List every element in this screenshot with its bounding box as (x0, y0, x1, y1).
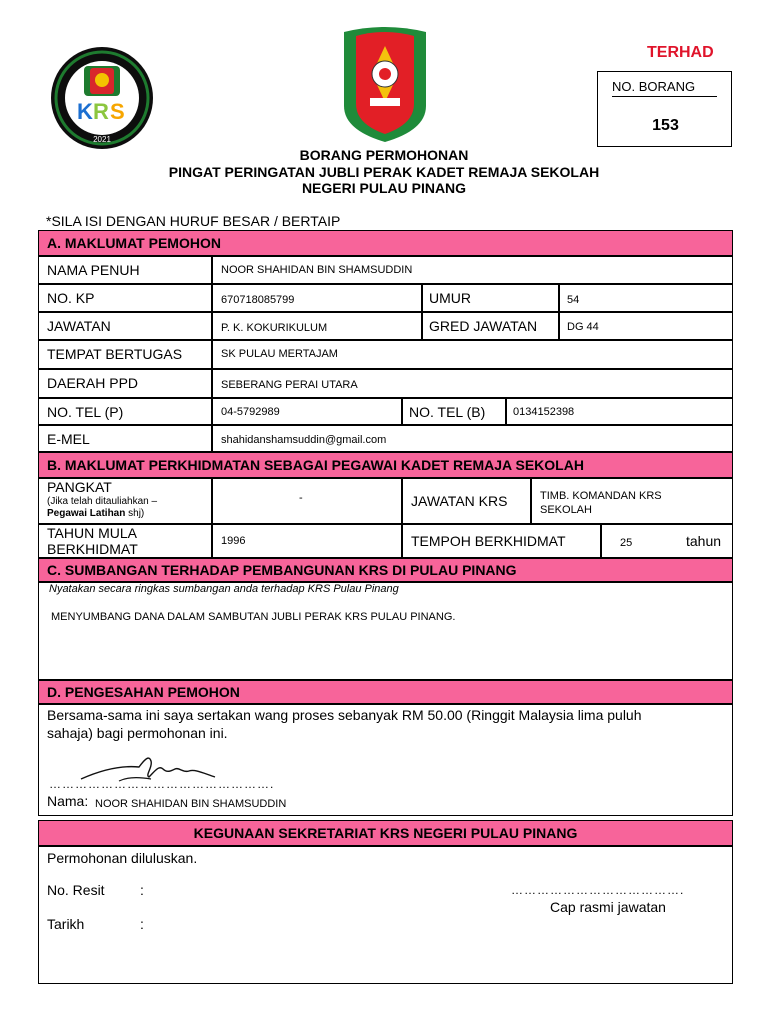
tempoh-label: TEMPOH BERKHIDMAT (411, 533, 566, 549)
classification-label: TERHAD (647, 44, 714, 61)
telp-label: NO. TEL (P) (47, 404, 124, 420)
telb-value: 0134152398 (513, 406, 575, 418)
pangkat-note-3: shj) (125, 508, 145, 519)
nama-label-cell (38, 256, 212, 284)
jawatan-krs-label-cell (402, 478, 531, 524)
svg-text:K: K (77, 99, 93, 124)
tempoh-value: 25 (620, 537, 633, 549)
umur-label: UMUR (429, 290, 471, 306)
tahun-field[interactable] (212, 524, 402, 558)
tahun-label-2: BERKHIDMAT (47, 541, 138, 557)
lulus-text: Permohonan diluluskan. (47, 850, 198, 866)
telb-field[interactable] (506, 398, 733, 425)
jawatan-krs-value-2: SEKOLAH (540, 504, 592, 516)
tempat-value: SK PULAU MERTAJAM (221, 348, 338, 360)
sekretariat-box (38, 846, 733, 984)
jawatan-krs-field[interactable] (531, 478, 733, 524)
tempoh-field[interactable] (601, 524, 733, 558)
resit-colon: : (140, 882, 144, 898)
pangkat-note-2: Pegawai Latihan (47, 508, 126, 519)
tarikh-colon: : (140, 916, 144, 932)
pengesahan-nama-label: Nama: (47, 793, 89, 809)
resit-label: No. Resit (47, 882, 105, 898)
jawatan-label-cell (38, 312, 212, 340)
signature-dots: ……………………………………………. (49, 777, 275, 791)
svg-text:S: S (110, 99, 125, 124)
telb-label: NO. TEL (B) (409, 404, 486, 420)
cap-dots: …………………………………. (511, 883, 685, 897)
daerah-label: DAERAH PPD (47, 375, 139, 391)
nama-field[interactable] (212, 256, 733, 284)
pengesahan-box (38, 704, 733, 816)
jawatan-label: JAWATAN (47, 318, 111, 334)
kp-label: NO. KP (47, 290, 95, 306)
logo-year: 2021 (93, 135, 111, 144)
nama-label: NAMA PENUH (47, 262, 140, 278)
tahun-label-1: TAHUN MULA (47, 525, 137, 541)
jawatan-krs-label: JAWATAN KRS (411, 493, 508, 509)
section-a-header: A. MAKLUMAT PEMOHON (38, 230, 733, 256)
pangkat-note-1: (Jika telah ditauliahkan – (47, 496, 158, 507)
kp-label-cell (38, 284, 212, 312)
pangkat-value: - (299, 492, 303, 504)
telp-label-cell (38, 398, 212, 425)
gred-field[interactable] (559, 312, 733, 340)
krs-left-logo (50, 46, 154, 150)
kp-field[interactable] (212, 284, 422, 312)
email-label-cell (38, 425, 212, 452)
fill-instruction: *SILA ISI DENGAN HURUF BESAR / BERTAIP (46, 213, 341, 229)
tempoh-unit: tahun (686, 533, 722, 549)
form-number-label: NO. BORANG (612, 79, 717, 97)
tahun-value: 1996 (221, 535, 246, 547)
sumbangan-value: MENYUMBANG DANA DALAM SAMBUTAN JUBLI PERAK KRS PULAU PINANG. (51, 611, 456, 623)
section-b-header: B. MAKLUMAT PERKHIDMATAN SEBAGAI PEGAWAI KADET REMAJA SEKOLAH (38, 452, 733, 478)
form-title-1: BORANG PERMOHONAN (299, 147, 469, 163)
cap-label: Cap rasmi jawatan (550, 899, 666, 915)
tempat-label: TEMPAT BERTUGAS (47, 346, 183, 362)
umur-field[interactable] (559, 284, 733, 312)
gred-label: GRED JAWATAN (429, 318, 538, 334)
tahun-label-cell (38, 524, 212, 558)
section-e-header: KEGUNAAN SEKRETARIAT KRS NEGERI PULAU PINANG (38, 820, 733, 846)
svg-text:R: R (93, 99, 109, 124)
telb-label-cell (402, 398, 506, 425)
jawatan-field[interactable] (212, 312, 422, 340)
tempoh-label-cell (402, 524, 601, 558)
form-title-3: NEGERI PULAU PINANG (301, 180, 467, 196)
section-d-header: D. PENGESAHAN PEMOHON (38, 680, 733, 704)
gred-value: DG 44 (567, 321, 599, 333)
daerah-label-cell (38, 369, 212, 398)
tarikh-label: Tarikh (47, 916, 85, 932)
gred-label-cell (422, 312, 559, 340)
pangkat-label: PANGKAT (47, 479, 112, 495)
pangkat-label-cell (38, 478, 212, 524)
section-c-header: C. SUMBANGAN TERHADAP PEMBANGUNAN KRS DI PULAU PINANG (38, 558, 733, 582)
umur-label-cell (422, 284, 559, 312)
pengesahan-text-1: Bersama-sama ini saya sertakan wang proses sebanyak RM 50.00 (Ringgit Malaysia lima puluh (47, 707, 642, 723)
nama-value: NOOR SHAHIDAN BIN SHAMSUDDIN (221, 264, 413, 276)
form-number: 153 (652, 117, 679, 134)
jawatan-krs-value-1: TIMB. KOMANDAN KRS (540, 490, 662, 502)
pangkat-field[interactable] (212, 478, 402, 524)
kp-value: 670718085799 (221, 294, 295, 306)
telp-field[interactable] (212, 398, 402, 425)
form-number-box (597, 71, 732, 147)
jawatan-value: P. K. KOKURIKULUM (221, 322, 328, 334)
telp-value: 04-5792989 (221, 406, 280, 418)
umur-value: 54 (567, 294, 580, 306)
daerah-value: SEBERANG PERAI UTARA (221, 379, 358, 391)
email-field[interactable] (212, 425, 733, 452)
sumbangan-hint: Nyatakan secara ringkas sumbangan anda terhadap KRS Pulau Pinang (49, 583, 399, 595)
tempat-field[interactable] (212, 340, 733, 369)
pengesahan-text-2: sahaja) bagi permohonan ini. (47, 725, 228, 741)
form-title-2: PINGAT PERINGATAN JUBLI PERAK KADET REMAJA SEKOLAH (168, 164, 600, 180)
daerah-field[interactable] (212, 369, 733, 398)
email-label: E-MEL (47, 431, 90, 447)
sumbangan-field[interactable] (38, 582, 733, 680)
email-value: shahidanshamsuddin@gmail.com (221, 434, 387, 446)
tempat-label-cell (38, 340, 212, 369)
pengesahan-nama-value[interactable]: NOOR SHAHIDAN BIN SHAMSUDDIN (95, 798, 287, 810)
krs-center-emblem (340, 26, 430, 144)
